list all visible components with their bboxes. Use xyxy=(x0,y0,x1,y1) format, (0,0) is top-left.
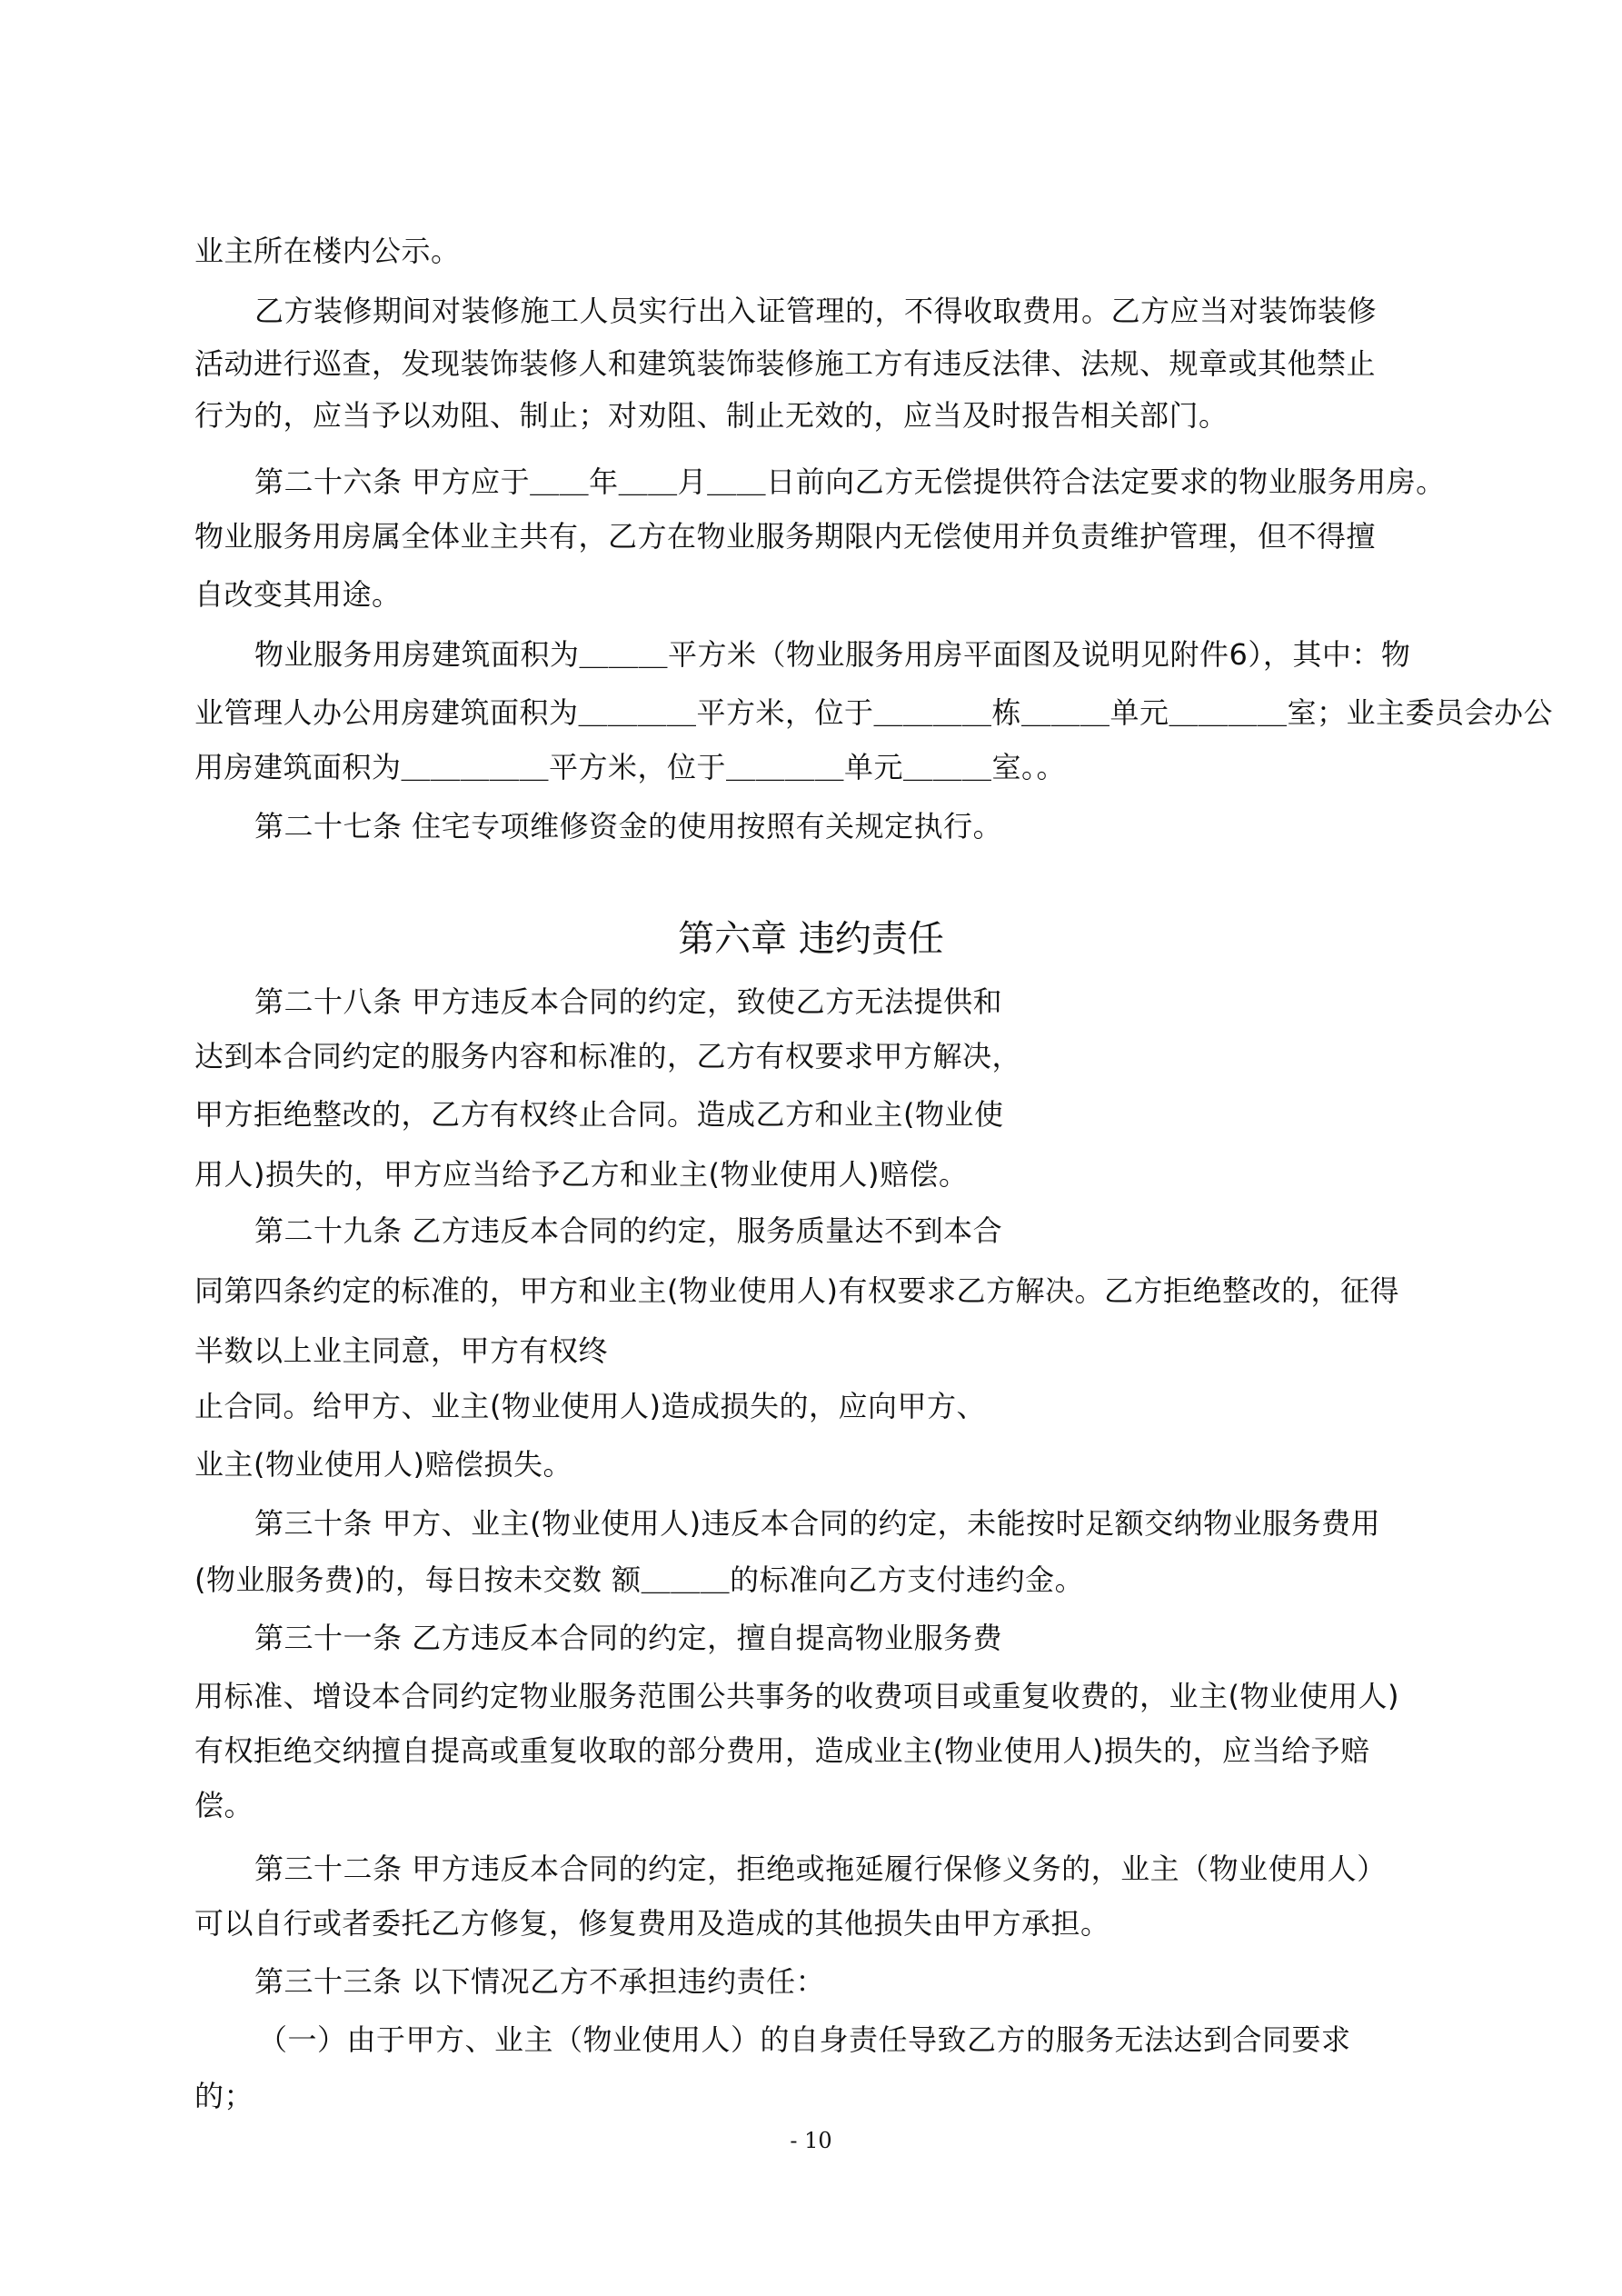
paragraph-line: 半数以上业主同意，甲方有权终 xyxy=(194,1333,609,1368)
paragraph-line: 有权拒绝交纳擅自提高或重复收取的部分费用，造成业主(物业使用人)损失的，应当给予赔 xyxy=(194,1733,1370,1768)
chapter-heading: 第六章 违约责任 xyxy=(678,918,944,960)
paragraph-line: 第三十条 甲方、业主(物业使用人)违反本合同的约定，未能按时足额交纳物业服务费用 xyxy=(254,1506,1381,1541)
paragraph-line: 达到本合同约定的服务内容和标准的，乙方有权要求甲方解决， xyxy=(194,1039,1022,1073)
paragraph-line: 物业服务用房建筑面积为＿＿＿平方米（物业服务用房平面图及说明见附件6），其中：物 xyxy=(254,637,1411,672)
paragraph-line: 业主所在楼内公示。 xyxy=(194,234,461,268)
paragraph-line: 自改变其用途。 xyxy=(194,577,402,612)
paragraph-line: 业主(物业使用人)赔偿损失。 xyxy=(194,1447,572,1482)
page-number: - 10 xyxy=(790,2128,832,2153)
paragraph-line: 第三十三条 以下情况乙方不承担违约责任： xyxy=(254,1964,826,1999)
paragraph-line: 用人)损失的，甲方应当给予乙方和业主(物业使用人)赔偿。 xyxy=(194,1157,969,1192)
paragraph-line: 第二十八条 甲方违反本合同的约定，致使乙方无法提供和 xyxy=(254,984,1003,1019)
paragraph-line: 止合同。给甲方、业主(物业使用人)造成损失的，应向甲方、 xyxy=(194,1389,986,1423)
paragraph-line: 行为的，应当予以劝阻、制止；对劝阻、制止无效的，应当及时报告相关部门。 xyxy=(194,398,1229,433)
paragraph-line: 物业服务用房属全体业主共有，乙方在物业服务期限内无偿使用并负责维护管理，但不得擅 xyxy=(194,519,1377,554)
paragraph-line: 用房建筑面积为＿＿＿＿＿平方米，位于＿＿＿＿单元＿＿＿室。。 xyxy=(194,750,1067,784)
paragraph-line: 用标准、增设本合同约定物业服务范围公共事务的收费项目或重复收费的，业主(物业使用人) xyxy=(194,1679,1399,1713)
paragraph-line: 的； xyxy=(194,2079,254,2113)
paragraph-line: 甲方拒绝整改的，乙方有权终止合同。造成乙方和业主(物业使 xyxy=(194,1097,1004,1132)
paragraph-line: 第二十九条 乙方违反本合同的约定，服务质量达不到本合 xyxy=(254,1213,1003,1248)
paragraph-line: 业管理人办公用房建筑面积为＿＿＿＿平方米，位于＿＿＿＿栋＿＿＿单元＿＿＿＿室；业主委员会办公 xyxy=(194,695,1554,730)
paragraph-line: (物业服务费)的，每日按未交数 额＿＿＿的标准向乙方支付违约金。 xyxy=(194,1562,1085,1597)
paragraph-line: 活动进行巡查，发现装饰装修人和建筑装饰装修施工方有违反法律、法规、规章或其他禁止 xyxy=(194,346,1377,381)
paragraph-line: 第二十七条 住宅专项维修资金的使用按照有关规定执行。 xyxy=(254,809,1003,844)
paragraph-line: 乙方装修期间对装修施工人员实行出入证管理的，不得收取费用。乙方应当对装饰装修 xyxy=(254,294,1378,328)
paragraph-line: 偿。 xyxy=(194,1788,254,1822)
paragraph-line: 第三十一条 乙方违反本合同的约定，擅自提高物业服务费 xyxy=(254,1621,1003,1655)
paragraph-line: 第二十六条 甲方应于＿＿年＿＿月＿＿日前向乙方无偿提供符合法定要求的物业服务用房。 xyxy=(254,464,1446,499)
paragraph-line: 可以自行或者委托乙方修复，修复费用及造成的其他损失由甲方承担。 xyxy=(194,1906,1110,1941)
paragraph-line: 同第四条约定的标准的，甲方和业主(物业使用人)有权要求乙方解决。乙方拒绝整改的，征得 xyxy=(194,1273,1399,1308)
paragraph-line: 第三十二条 甲方违反本合同的约定，拒绝或拖延履行保修义务的，业主（物业使用人） xyxy=(254,1852,1387,1886)
paragraph-line: （一）由于甲方、业主（物业使用人）的自身责任导致乙方的服务无法达到合同要求 xyxy=(258,2022,1351,2057)
